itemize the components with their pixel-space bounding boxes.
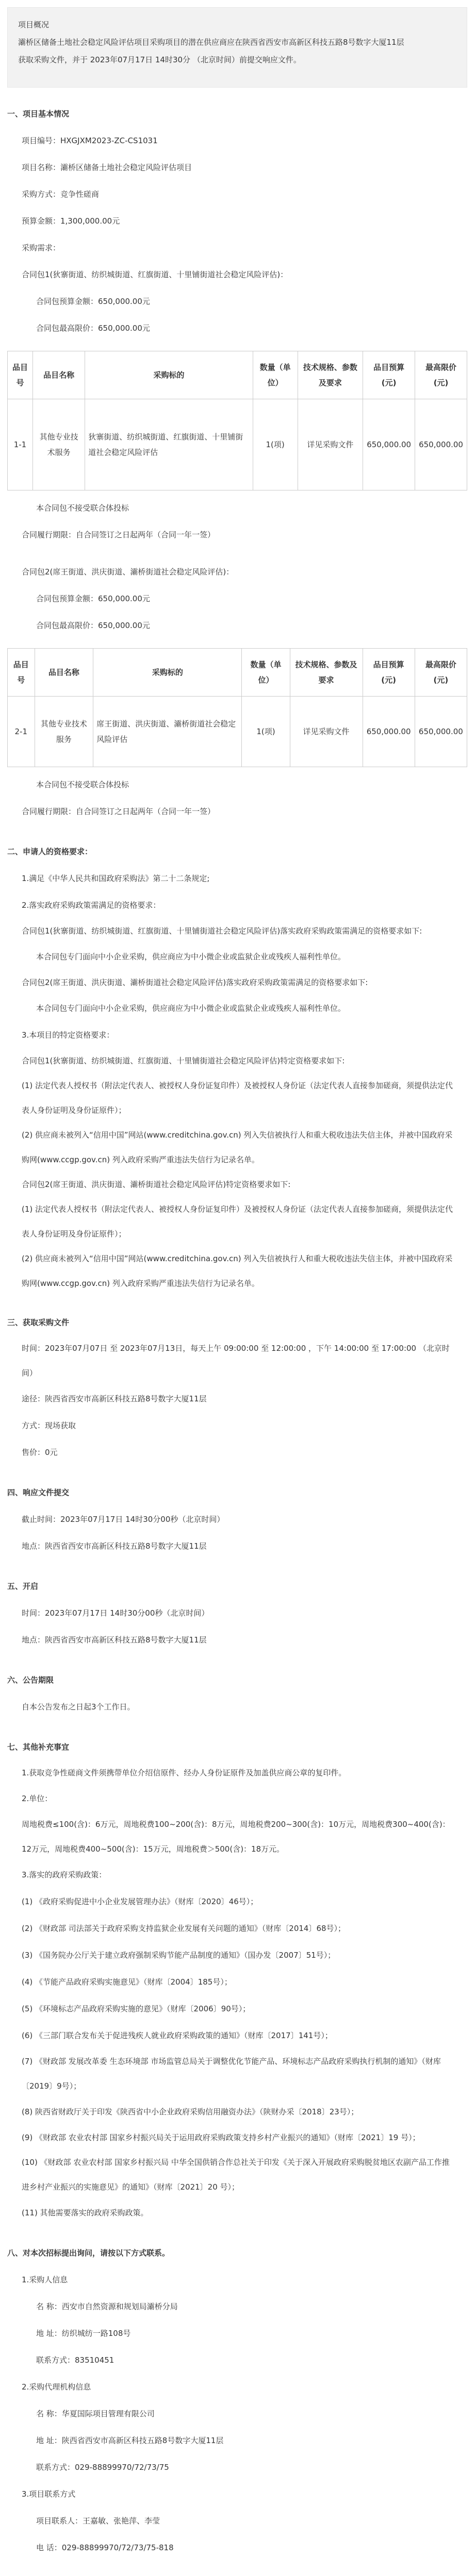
cell-item-no: 1-1 <box>8 399 33 490</box>
qualification-3-package-1-item-1: (1) 法定代表人授权书（附法定代表人、被授权人身份证复印件）及被授权人身份证（法定代表人直接参加磋商，须提供法定代表人身份证明及身份证原件）； <box>22 1081 453 1115</box>
cell-item-no: 2-1 <box>8 697 35 767</box>
cell-spec: 详见采购文件 <box>298 399 363 490</box>
overview-line-1: 灞桥区储备土地社会稳定风险评估项目采购项目的潜在供应商应在陕西省西安市高新区科技五路8号数字大厦11层 <box>18 38 404 47</box>
agency-name: 名 称：华夏国际项目管理有限公司 <box>36 2409 155 2418</box>
package-1-period: 合同履行期限：自合同签订之日起两年（合同一年一签） <box>22 530 216 539</box>
announcement-period: 自本公告发布之日起3个工作日。 <box>22 1702 135 1711</box>
qualification-2: 2.落实政府采购政策需满足的资格要求： <box>22 901 161 910</box>
col-item-name: 品目名称 <box>35 649 93 697</box>
package-2-table <box>7 648 467 767</box>
col-item-budget: 品目预算(元) <box>363 351 415 399</box>
col-target: 采购标的 <box>85 351 253 399</box>
col-item-no: 品目号 <box>8 649 35 697</box>
section-4-heading: 四、响应文件提交 <box>7 1488 70 1497</box>
qualification-3-package-2: 合同包2(席王街道、洪庆街道、灞桥街道社会稳定风险评估)特定资格要求如下: <box>22 1180 291 1189</box>
budget-amount: 预算金额：1,300,000.00元 <box>22 216 120 226</box>
package-1-max-price: 合同包最高限价：650,000.00元 <box>36 324 150 333</box>
policy-8: (8) 陕西省财政厅关于印发《陕西省中小企业政府采购信用融资办法》（陕财办采〔2018〕23号）； <box>22 2107 359 2116</box>
qualification-3-package-2-item-2: (2) 供应商未被列入“信用中国”网站(www.creditchina.gov.cn) 列入失信被执行人和重大税收违法失信主体，并被中国政府采购网(www.ccgp.gov.cn) 列入政府采购严重违法失信行为记录名单。 <box>22 1254 453 1288</box>
supplement-2-detail: 周地税费≤100(含)：6万元，周地税费100~200(含)：8万元，周地税费200~300(含)：10万元，周地税费300~400(含)：12万元，周地税费400~500(含)：15万元，周地税费＞500(含)：18万元。 <box>22 1820 450 1854</box>
submission-deadline: 截止时间：2023年07月17日 14时30分00秒（北京时间） <box>22 1515 225 1524</box>
cell-spec: 详见采购文件 <box>290 697 363 767</box>
table-row <box>8 697 467 767</box>
cell-max-price: 650,000.00 <box>415 399 467 490</box>
qualification-2-package-2: 合同包2(席王街道、洪庆街道、灞桥街道社会稳定风险评估)落实政府采购政策需满足的资格要求如下: <box>22 978 368 987</box>
submission-place: 地点：陕西省西安市高新区科技五路8号数字大厦11层 <box>22 1541 207 1551</box>
package-1-table <box>7 351 467 490</box>
obtain-price: 售价：0元 <box>22 1448 58 1457</box>
col-max-price: 最高限价(元) <box>415 351 467 399</box>
col-item-name: 品目名称 <box>32 351 85 399</box>
package-1-title: 合同包1(狄寨街道、纺织城街道、红旗街道、十里铺街道社会稳定风险评估)： <box>22 270 288 279</box>
cell-target: 狄寨街道、纺织城街道、红旗街道、十里铺街道社会稳定风险评估 <box>85 399 253 490</box>
col-quantity: 数量（单位） <box>242 649 290 697</box>
procurement-requirement: 采购需求： <box>22 243 61 252</box>
section-6-heading: 六、公告期限 <box>7 1675 54 1685</box>
section-5-heading: 五、开启 <box>7 1582 39 1591</box>
project-overview-box <box>7 7 467 88</box>
project-name: 项目名称：灞桥区储备土地社会稳定风险评估项目 <box>22 163 192 172</box>
supplement-1: 1.获取竞争性磋商文件须携带单位介绍信原件、经办人身份证原件及加盖供应商公章的复印件。 <box>22 1768 347 1777</box>
section-7-heading: 七、其他补充事宜 <box>7 1742 70 1752</box>
qualification-3: 3.本项目的特定资格要求： <box>22 1030 114 1040</box>
cell-item-name: 其他专业技术服务 <box>35 697 93 767</box>
announcement-content <box>7 100 467 2561</box>
section-2-heading: 二、申请人的资格要求： <box>7 847 93 856</box>
package-2-title: 合同包2(席王街道、洪庆街道、灞桥街道社会稳定风险评估)： <box>22 567 234 577</box>
col-spec: 技术规格、参数及要求 <box>298 351 363 399</box>
opening-time: 时间：2023年07月17日 14时30分00秒（北京时间） <box>22 1608 209 1618</box>
cell-max-price: 650,000.00 <box>415 697 467 767</box>
policy-10: (10) 《财政部 农业农村部 国家乡村振兴局 中华全国供销合作总社关于印发《关于深入开展政府采购脱贫地区农副产品工作推进乡村产业振兴的实施意见》的通知》（财库〔2021〕20 号）； <box>22 2158 450 2192</box>
cell-item-name: 其他专业技术服务 <box>32 399 85 490</box>
package-2-budget: 合同包预算金额：650,000.00元 <box>36 594 150 603</box>
policy-6: (6) 《三部门联合发布关于促进残疾人就业政府采购政策的通知》（财库〔2017〕141号）； <box>22 2031 333 2040</box>
policy-5: (5) 《环境标志产品政府采购实施的意见》（财库〔2006〕90号）； <box>22 2004 251 2013</box>
project-number: 项目编号：HXGJXM2023-ZC-CS1031 <box>22 136 158 145</box>
package-2-max-price: 合同包最高限价：650,000.00元 <box>36 621 150 630</box>
agency-info-title: 2.采购代理机构信息 <box>22 2382 91 2392</box>
purchaser-address: 地 址：纺织城纺一路108号 <box>36 2329 131 2338</box>
opening-place: 地点：陕西省西安市高新区科技五路8号数字大厦11层 <box>22 1635 207 1645</box>
package-2-consortium: 本合同包不接受联合体投标 <box>36 780 129 789</box>
section-3-heading: 三、获取采购文件 <box>7 1318 70 1327</box>
qualification-2-package-2-detail: 本合同包专门面向中小企业采购，供应商应为中小微企业或监狱企业或残疾人福利性单位。 <box>36 1004 346 1013</box>
cell-quantity: 1(项) <box>242 697 290 767</box>
agency-phone: 联系方式：029-88899970/72/73/75 <box>36 2463 169 2472</box>
cell-target: 席王街道、洪庆街道、灞桥街道社会稳定风险评估 <box>93 697 242 767</box>
supplement-3: 3.落实的政府采购政策： <box>22 1870 107 1879</box>
section-1-heading: 一、项目基本情况 <box>7 109 70 118</box>
obtain-time: 时间：2023年07月07日 至 2023年07月13日，每天上午 09:00:00 至 12:00:00 ，下午 14:00:00 至 17:00:00 （北京时间） <box>22 1344 450 1378</box>
col-item-budget: 品目预算(元) <box>363 649 415 697</box>
section-8-heading: 八、对本次招标提出询问，请按以下方式联系。 <box>7 2248 170 2258</box>
purchaser-name: 名 称：西安市自然资源和规划局灞桥分局 <box>36 2302 178 2311</box>
policy-9: (9) 《财政部 农业农村部 国家乡村振兴局关于运用政府采购政策支持乡村产业振兴的通知》（财库〔2021〕19 号）； <box>22 2133 420 2142</box>
qualification-3-package-2-item-1: (1) 法定代表人授权书（附法定代表人、被授权人身份证复印件）及被授权人身份证（法定代表人直接参加磋商，须提供法定代表人身份证明及身份证原件）； <box>22 1205 453 1239</box>
table-header-row <box>8 649 467 697</box>
purchaser-info-title: 1.采购人信息 <box>22 2275 68 2284</box>
agency-address: 地 址：陕西省西安市高新区科技五路8号数字大厦11层 <box>36 2436 224 2445</box>
obtain-place: 途径：陕西省西安市高新区科技五路8号数字大厦11层 <box>22 1394 207 1403</box>
col-item-no: 品目号 <box>8 351 33 399</box>
obtain-way: 方式：现场获取 <box>22 1421 76 1430</box>
package-2-period: 合同履行期限：自合同签订之日起两年（合同一年一签） <box>22 807 216 816</box>
overview-title: 项目概况 <box>18 20 50 29</box>
qualification-3-package-1: 合同包1(狄寨街道、纺织城街道、红旗街道、十里铺街道社会稳定风险评估)特定资格要求如下: <box>22 1056 345 1065</box>
table-header-row <box>8 351 467 399</box>
project-contact-person: 项目联系人：王嘉敏、张艳萍、李莹 <box>36 2516 160 2526</box>
qualification-2-package-1: 合同包1(狄寨街道、纺织城街道、红旗街道、十里铺街道社会稳定风险评估)落实政府采购政策需满足的资格要求如下: <box>22 926 422 936</box>
table-row <box>8 399 467 490</box>
qualification-3-package-1-item-2: (2) 供应商未被列入“信用中国”网站(www.creditchina.gov.cn) 列入失信被执行人和重大税收违法失信主体，并被中国政府采购网(www.ccgp.gov.cn) 列入政府采购严重违法失信行为记录名单。 <box>22 1130 453 1164</box>
qualification-2-package-1-detail: 本合同包专门面向中小企业采购，供应商应为中小微企业或监狱企业或残疾人福利性单位。 <box>36 952 346 961</box>
overview-line-2: 获取采购文件，并于 2023年07月17日 14时30分 （北京时间）前提交响应文件。 <box>18 55 301 64</box>
col-max-price: 最高限价(元) <box>415 649 467 697</box>
policy-4: (4) 《节能产品政府采购实施意见》（财库〔2004〕185号）； <box>22 1977 232 1987</box>
package-1-budget: 合同包预算金额：650,000.00元 <box>36 297 150 306</box>
policy-1: (1) 《政府采购促进中小企业发展管理办法》（财库〔2020〕46号）； <box>22 1897 258 1906</box>
package-1-consortium: 本合同包不接受联合体投标 <box>36 503 129 513</box>
col-target: 采购标的 <box>93 649 242 697</box>
policy-3: (3) 《国务院办公厅关于建立政府强制采购节能产品制度的通知》（国办发〔2007〕51号）； <box>22 1951 336 1960</box>
purchaser-phone: 联系方式：83510451 <box>36 2355 114 2365</box>
policy-11: (11) 其他需要落实的政府采购政策。 <box>22 2208 149 2217</box>
cell-item-budget: 650,000.00 <box>363 697 415 767</box>
procurement-method: 采购方式：竞争性磋商 <box>22 190 100 199</box>
col-quantity: 数量（单位） <box>253 351 298 399</box>
project-contact-phone: 电 话：029-88899970/72/73/75-818 <box>36 2543 174 2552</box>
project-contact-title: 3.项目联系方式 <box>22 2489 76 2499</box>
policy-7: (7) 《财政部 发展改革委 生态环境部 市场监管总局关于调整优化节能产品、环境标志产品政府采购执行机制的通知》（财库〔2019〕9号）； <box>22 2057 441 2091</box>
col-spec: 技术规格、参数及要求 <box>290 649 363 697</box>
supplement-2: 2.单位： <box>22 1794 53 1803</box>
cell-quantity: 1(项) <box>253 399 298 490</box>
policy-2: (2) 《财政部 司法部关于政府采购支持监狱企业发展有关问题的通知》（财库〔2014〕68号）； <box>22 1924 346 1933</box>
cell-item-budget: 650,000.00 <box>363 399 415 490</box>
qualification-1: 1.满足《中华人民共和国政府采购法》第二十二条规定; <box>22 874 210 883</box>
